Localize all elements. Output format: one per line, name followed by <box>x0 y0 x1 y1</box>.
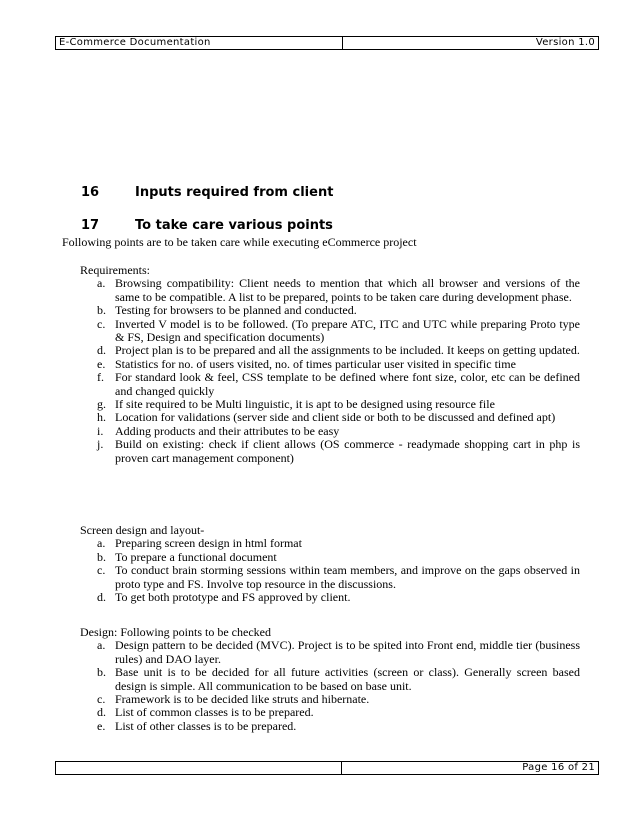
list-text: For standard look & feel, CSS template to be defined where font size, color, etc can be defined and changed quickly <box>115 370 580 398</box>
list-marker: j. <box>97 437 104 452</box>
heading-title: Inputs required from client <box>135 185 334 200</box>
list-item <box>80 411 580 424</box>
list-text: Preparing screen design in html format <box>115 536 302 551</box>
list-item <box>80 438 580 465</box>
header-version: Version 1.0 <box>342 37 598 50</box>
list-item <box>80 425 580 438</box>
design-section <box>80 626 580 733</box>
list-item <box>80 318 580 345</box>
list-text: Base unit is to be decided for all future activities (screen or class). Generally screen based design is simple. All communication to be based on base unit. <box>115 665 580 693</box>
list-marker: i. <box>97 423 104 438</box>
list-marker: c. <box>97 692 106 707</box>
list-text: Project plan is to be prepared and all the assignments to be included. It keeps on getting updated. <box>115 343 580 358</box>
list-marker: d. <box>97 590 106 605</box>
heading-number: 17 <box>81 218 100 233</box>
list-marker: c. <box>97 563 106 578</box>
list-marker: e. <box>97 718 106 733</box>
requirements-title: Requirements: <box>80 263 150 277</box>
footer-page-number: Page 16 of 21 <box>342 762 599 775</box>
list-text: To conduct brain storming sessions within team members, and improve on the gaps observed in proto type and FS. Involve top resource in the discussions. <box>115 563 580 591</box>
list-marker: h. <box>97 410 106 425</box>
footer-left <box>56 762 342 775</box>
list-text: To prepare a functional document <box>115 549 277 564</box>
list-marker: a. <box>97 536 106 551</box>
list-text: Location for validations (server side and client side or both to be discussed and defined apt) <box>115 410 556 425</box>
list-marker: d. <box>97 705 106 720</box>
heading-number: 16 <box>81 185 100 200</box>
list-marker: b. <box>97 303 106 318</box>
list-text: If site required to be Multi linguistic, it is apt to be designed using resource file <box>115 397 495 412</box>
list-text: Design pattern to be decided (MVC). Project is to be spited into Front end, middle tier (business rules) and DAO layer. <box>115 638 580 666</box>
list-marker: f. <box>97 370 104 385</box>
list-marker: d. <box>97 343 106 358</box>
list-item <box>80 537 580 550</box>
screen-design-section <box>80 524 580 604</box>
list-marker: b. <box>97 549 106 564</box>
list-marker: a. <box>97 276 106 291</box>
list-item <box>80 666 580 693</box>
list-item <box>80 398 580 411</box>
list-text: Testing for browsers to be planned and conducted. <box>115 303 357 318</box>
page-header <box>55 36 599 50</box>
list-item <box>80 344 580 357</box>
list-item <box>80 720 580 733</box>
intro-paragraph: Following points are to be taken care while executing eCommerce project <box>62 235 417 249</box>
list-item <box>80 551 580 564</box>
list-text: Inverted V model is to be followed. (To prepare ATC, ITC and UTC while preparing Proto type & FS, Design and specification documents) <box>115 316 580 345</box>
heading-title: To take care various points <box>135 218 333 233</box>
list-text: List of common classes is to be prepared. <box>115 705 314 720</box>
list-item <box>80 639 580 666</box>
requirements-list <box>80 277 580 465</box>
list-text: Build on existing: check if client allows (OS commerce - readymade shopping cart in php is proven cart management component) <box>115 437 580 465</box>
list-text: Statistics for no. of users visited, no. of times particular user visited in specific time <box>115 356 516 371</box>
requirements-section <box>80 264 580 465</box>
list-item <box>80 693 580 706</box>
list-marker: g. <box>97 397 106 412</box>
list-marker: b. <box>97 665 106 680</box>
list-marker: e. <box>97 356 106 371</box>
list-text: List of other classes is to be prepared. <box>115 718 297 733</box>
list-item <box>80 591 580 604</box>
list-item <box>80 706 580 719</box>
screen-design-title: Screen design and layout- <box>80 523 205 537</box>
list-marker: c. <box>97 316 106 331</box>
section-heading-16 <box>81 185 333 200</box>
list-text: Framework is to be decided like struts and hibernate. <box>115 692 370 707</box>
list-item <box>80 304 580 317</box>
list-marker: a. <box>97 638 106 653</box>
design-title: Design: Following points to be checked <box>80 625 271 639</box>
design-list <box>80 639 580 733</box>
list-text: To get both prototype and FS approved by client. <box>115 590 351 605</box>
list-item <box>80 358 580 371</box>
list-item <box>80 371 580 398</box>
header-title: E-Commerce Documentation <box>56 37 343 50</box>
screen-design-list <box>80 537 580 604</box>
list-text: Browsing compatibility: Client needs to mention that which all browser and versions of the same to be compatible. A list to be prepared, points to be taken care during development phase. <box>115 276 580 304</box>
page-footer <box>55 761 599 775</box>
section-heading-17 <box>81 218 333 233</box>
list-item <box>80 277 580 304</box>
list-item <box>80 564 580 591</box>
list-text: Adding products and their attributes to be easy <box>115 423 340 438</box>
